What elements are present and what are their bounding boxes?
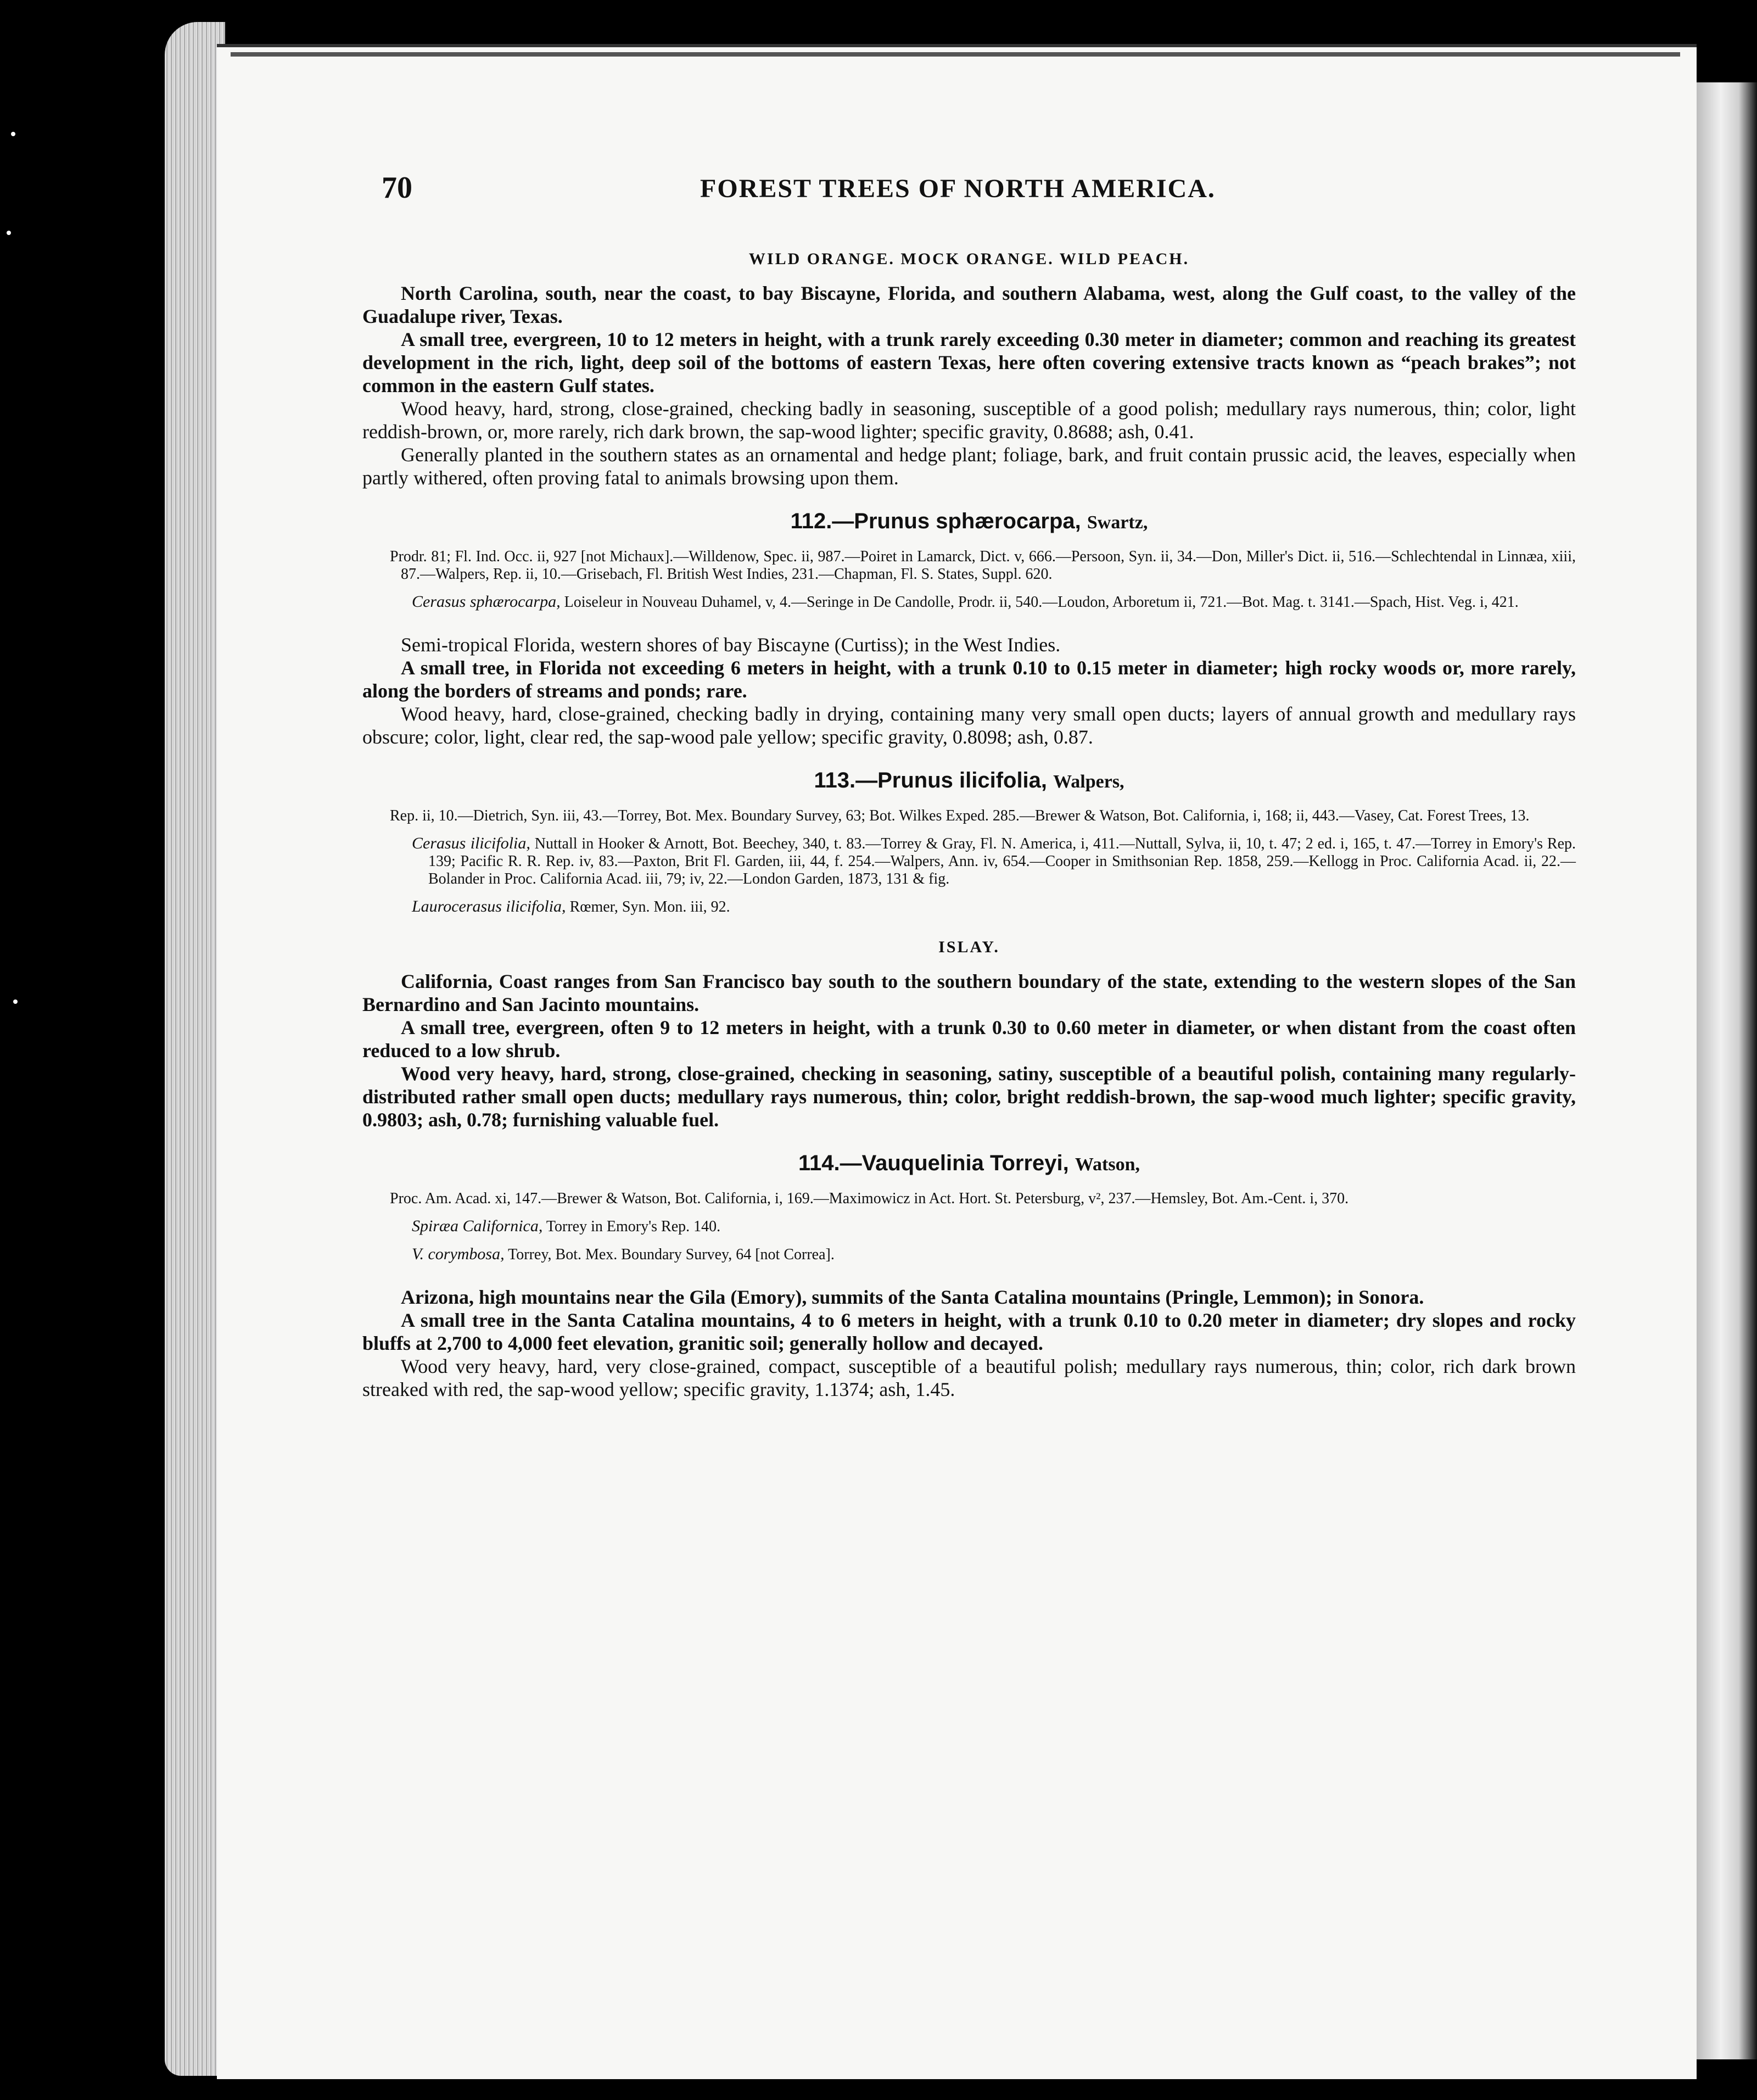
running-head (382, 170, 1260, 214)
synonym-name: Laurocerasus ilicifolia, (412, 897, 566, 915)
synonym-name: V. corymbosa, (412, 1245, 505, 1263)
page-top-rule (231, 52, 1680, 57)
habit-paragraph: A small tree, evergreen, often 9 to 12 meters in height, with a trunk 0.30 to 0.60 meter in diameter, or when distant from the coast often reduced to a low shrub. (362, 1017, 1576, 1062)
synonym-name: Spiræa Californica, (412, 1217, 543, 1235)
species-author: Walpers, (1053, 772, 1124, 792)
common-names-heading: WILD ORANGE. MOCK ORANGE. WILD PEACH. (748, 250, 1190, 268)
references: Rep. ii, 10.—Dietrich, Syn. iii, 43.—Torrey, Bot. Mex. Boundary Survey, 63; Bot. Wilkes Exped. 285.—Brewer & Watson, Bot. California, i, 168; ii, 443.—Vasey, Cat. Forest Trees, 13. (390, 807, 1530, 824)
synonym (362, 1246, 1576, 1264)
synonym (362, 593, 1576, 611)
species-author: Watson, (1075, 1154, 1140, 1175)
range-paragraph: North Carolina, south, near the coast, to bay Biscayne, Florida, and southern Alabama, west, along the Gulf coast, to the valley of the Guadalupe river, Texas. (362, 282, 1576, 327)
scan-speck (7, 231, 11, 235)
scan-speck (11, 132, 15, 136)
synonym-refs: Loiseleur in Nouveau Duhamel, v, 4.—Seringe in De Candolle, Prodr. ii, 540.—Loudon, Arboretum ii, 721.—Bot. Mag. t. 3141.—Spach, Hist. Veg. i, 421. (564, 594, 1519, 611)
scan-margin (0, 0, 165, 2100)
synonym-name: Cerasus sphærocarpa, (412, 593, 561, 611)
references: Prodr. 81; Fl. Ind. Occ. ii, 927 [not Michaux].—Willdenow, Spec. ii, 987.—Poiret in Lamarck, Dict. v, 666.—Persoon, Syn. ii, 34.—Don, Miller's Dict. ii, 516.—Schlechtendal in Linnæa, xiii, 87.—Walpers, Rep. ii, 10.—Grisebach, Fl. British West Indies, 231.—Chapman, Fl. S. States, Suppl. 620. (390, 548, 1576, 583)
habit-paragraph: A small tree, evergreen, 10 to 12 meters in height, with a trunk rarely exceeding 0.30 meter in diameter; common and reaching its greatest development in the rich, light, deep soil of the bottoms of eastern Texas, here often covering extensive tracts known as “peach brakes”; not common in the eastern Gulf states. (362, 328, 1576, 396)
habit-paragraph: A small tree, in Florida not exceeding 6 meters in height, with a trunk 0.10 to 0.15 meter in diameter; high rocky woods or, more rarely, along the borders of streams and ponds; rare. (362, 657, 1576, 702)
wood-paragraph: Wood heavy, hard, close-grained, checking badly in drying, containing many very small open ducts; layers of annual growth and medullary rays obscure; color, light, clear red, the sap-wood pale yellow; specific gravity, 0.8098; ash, 0.87. (362, 703, 1576, 748)
range-paragraph: Semi-tropical Florida, western shores of bay Biscayne (Curtiss); in the West Indies. (401, 634, 1061, 656)
range-paragraph: Arizona, high mountains near the Gila (Emory), summits of the Santa Catalina mountains (Pringle, Lemmon); in Sonora. (401, 1286, 1424, 1308)
species-heading-113 (362, 768, 1576, 793)
page-body (362, 250, 1576, 1401)
synonym-refs: Torrey in Emory's Rep. 140. (546, 1218, 721, 1235)
synonym-refs: Nuttall in Hooker & Arnott, Bot. Beechey, 340, t. 83.—Torrey & Gray, Fl. N. America, i, 411.—Nuttall, Sylva, ii, 10, t. 47; 2 ed. i, 165, t. 47.—Torrey in Emory's Rep. 139; Pacific R. R. Rep. iv, 83.—Paxton, Brit Fl. Garden, iii, 44, f. 254.—Walpers, Ann. iv, 654.—Cooper in Smithsonian Rep. 1858, 259.—Kellogg in Proc. California Acad. ii, 22.—Bolander in Proc. California Acad. iii, 79; iv, 22.—London Garden, 1873, 131 & fig. (428, 835, 1576, 887)
page-stack-edge (165, 22, 225, 2076)
synonym (362, 1217, 1576, 1236)
running-title: FOREST TREES OF NORTH AMERICA. (700, 174, 1216, 203)
common-names-heading: ISLAY. (938, 938, 1000, 956)
synonym-refs: Torrey, Bot. Mex. Boundary Survey, 64 [not Correa]. (508, 1246, 835, 1263)
range-paragraph: California, Coast ranges from San Francisco bay south to the southern boundary of the state, extending to the western slopes of the San Bernardino and San Jacinto mountains. (362, 970, 1576, 1015)
species-heading-112 (362, 509, 1576, 534)
habit-paragraph: A small tree in the Santa Catalina mountains, 4 to 6 meters in height, with a trunk 0.10 to 0.20 meter in diameter; dry slopes and rocky bluffs at 2,700 to 4,000 feet elevation, granitic soil; generally hollow and decayed. (362, 1309, 1576, 1354)
synonym (362, 898, 1576, 916)
synonym (362, 835, 1576, 888)
page-right-edge (1697, 82, 1757, 2059)
page-number: 70 (382, 171, 412, 205)
species-author: Swartz, (1087, 512, 1148, 533)
wood-paragraph: Wood heavy, hard, strong, close-grained, checking badly in seasoning, susceptible of a good polish; medullary rays numerous, thin; color, light reddish-brown, or, more rarely, rich dark brown, the sap-wood lighter; specific gravity, 0.8688; ash, 0.41. (362, 398, 1576, 443)
scan-speck (13, 999, 18, 1004)
synonym-name: Cerasus ilicifolia, (412, 834, 530, 852)
synonym-refs: Rœmer, Syn. Mon. iii, 92. (569, 898, 730, 915)
uses-paragraph: Generally planted in the southern states as an ornamental and hedge plant; foliage, bark, and fruit contain prussic acid, the leaves, especially when partly withered, often proving fatal to animals browsing upon them. (362, 444, 1576, 489)
wood-paragraph: Wood very heavy, hard, strong, close-grained, checking in seasoning, satiny, susceptible of a beautiful polish, containing many regularly-distributed rather small open ducts; medullary rays numerous, thin; color, bright reddish-brown, the sap-wood much lighter; specific gravity, 0.9803; ash, 0.78; furnishing valuable fuel. (362, 1063, 1576, 1131)
wood-paragraph: Wood very heavy, hard, very close-grained, compact, susceptible of a beautiful polish; medullary rays numerous, thin; color, rich dark brown streaked with red, the sap-wood yellow; specific gravity, 1.1374; ash, 1.45. (362, 1355, 1576, 1400)
species-heading-114 (362, 1151, 1576, 1176)
species-name: 112.—Prunus sphærocarpa, (790, 509, 1081, 533)
species-name: 114.—Vauquelinia Torreyi, (798, 1151, 1069, 1175)
references: Proc. Am. Acad. xi, 147.—Brewer & Watson, Bot. California, i, 169.—Maximowicz in Act. Hort. St. Petersburg, v², 237.—Hemsley, Bot. Am.-Cent. i, 370. (390, 1190, 1349, 1207)
species-name: 113.—Prunus ilicifolia, (814, 768, 1048, 792)
